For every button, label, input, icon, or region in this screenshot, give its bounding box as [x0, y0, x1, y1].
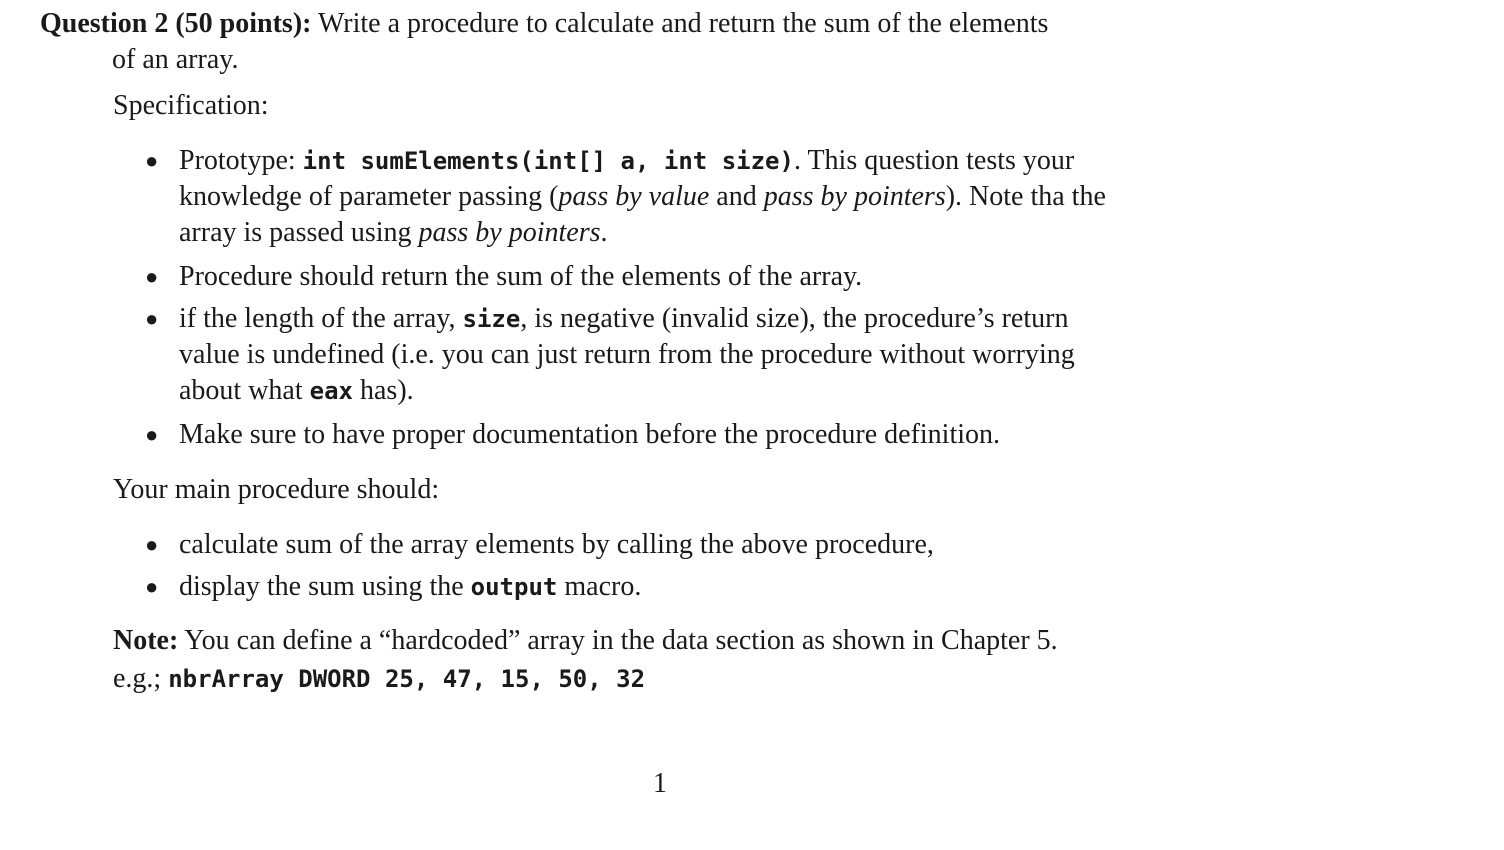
inline-code: eax — [309, 377, 353, 405]
question-text: Write a procedure to calculate and return the sum of the elements — [317, 8, 1049, 39]
bullet-text: Procedure should return the sum of the elements of the array. — [179, 261, 863, 292]
page-number: 1 — [653, 768, 667, 799]
note-block — [113, 623, 1313, 697]
main-procedure-heading: Your main procedure should: — [113, 474, 440, 505]
bullet-text: Prototype: — [179, 145, 303, 176]
bullet-text: Make sure to have proper documentation before the procedure definition. — [179, 419, 1001, 450]
bullet-text: , is negative (invalid size), the procedure’s return — [520, 303, 1069, 334]
bullet-icon: ● — [145, 264, 159, 289]
bullet-icon: ● — [145, 148, 159, 173]
bullet-text: array is passed using — [179, 217, 419, 248]
bullet-icon: ● — [145, 306, 159, 331]
specification-list — [145, 143, 1265, 453]
list-item — [145, 527, 1265, 563]
bullet-text: . This question tests your — [793, 145, 1075, 176]
prototype-code: int sumElements(int[] a, int size) — [302, 147, 794, 175]
bullet-text: . — [600, 217, 608, 248]
note-text: e.g.; — [113, 663, 169, 694]
list-item — [145, 143, 1265, 251]
bullet-text: has). — [353, 375, 414, 406]
note-text: You can define a “hardcoded” array in the data section as shown in Chapter 5. — [178, 625, 1058, 656]
list-item — [145, 301, 1265, 409]
emphasis-text: pass by pointers — [763, 181, 946, 212]
bullet-text: and — [709, 181, 764, 212]
emphasis-text: pass by value — [558, 181, 710, 212]
question-label: Question 2 (50 points): — [40, 8, 312, 39]
bullet-icon: ● — [145, 574, 159, 599]
bullet-text: display the sum using the — [179, 571, 471, 602]
emphasis-text: pass by pointers — [418, 217, 601, 248]
question-text-continued: of an array. — [112, 44, 239, 75]
specification-heading: Specification: — [113, 90, 269, 121]
bullet-icon: ● — [145, 532, 159, 557]
main-procedure-list — [145, 527, 1265, 605]
bullet-text: if the length of the array, — [179, 303, 463, 334]
inline-code: output — [470, 573, 558, 601]
bullet-text: macro. — [557, 571, 642, 602]
bullet-text: knowledge of parameter passing ( — [179, 181, 559, 212]
example-code: nbrArray DWORD 25, 47, 15, 50, 32 — [168, 665, 646, 693]
note-label: Note: — [113, 625, 179, 656]
bullet-text: ). Note tha the — [945, 181, 1106, 212]
bullet-text: calculate sum of the array elements by calling the above procedure, — [179, 529, 934, 560]
inline-code: size — [462, 305, 521, 333]
bullet-icon: ● — [145, 422, 159, 447]
bullet-text: value is undefined (i.e. you can just return from the procedure without worrying — [179, 339, 1075, 370]
list-item — [145, 417, 1265, 453]
list-item — [145, 259, 1265, 295]
list-item — [145, 569, 1265, 605]
bullet-text: about what — [179, 375, 310, 406]
question-header — [40, 6, 1280, 78]
